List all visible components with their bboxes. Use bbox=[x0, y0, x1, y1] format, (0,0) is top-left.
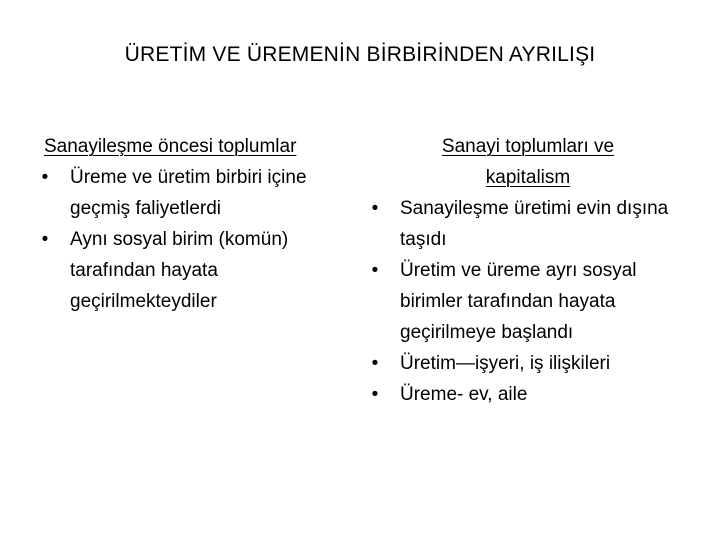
slide-title: ÜRETİM VE ÜREMENİN BİRBİRİNDEN AYRILIŞI bbox=[124, 43, 596, 66]
list-item-text: Üretim—işyeri, iş ilişkileri bbox=[400, 353, 611, 374]
bullet-icon: • bbox=[371, 384, 379, 405]
left-column-heading: Sanayileşme öncesi toplumlar bbox=[44, 136, 297, 157]
list-item-text: Üretim ve üreme ayrı sosyal birimler tarafından hayata geçirilmeye başlandı bbox=[400, 260, 637, 343]
list-item bbox=[26, 162, 356, 224]
right-column bbox=[362, 131, 682, 410]
bullet-icon: • bbox=[41, 167, 49, 188]
bullet-icon: • bbox=[371, 198, 379, 219]
bullet-icon: • bbox=[371, 353, 379, 374]
left-bullet-list bbox=[26, 162, 356, 317]
bullet-icon: • bbox=[371, 260, 379, 281]
list-item bbox=[26, 224, 356, 317]
list-item-text: Üreme- ev, aile bbox=[400, 384, 528, 405]
list-item bbox=[362, 379, 682, 410]
left-column bbox=[26, 131, 356, 317]
list-item bbox=[362, 348, 682, 379]
right-column-heading: Sanayi toplumları ve kapitalism bbox=[441, 136, 615, 188]
list-item-text: Aynı sosyal birim (komün) tarafından hayata geçirilmekteydiler bbox=[70, 229, 289, 312]
list-item-text: Sanayileşme üretimi evin dışına taşıdı bbox=[400, 198, 669, 250]
bullet-icon: • bbox=[41, 229, 49, 250]
list-item-text: Üreme ve üretim birbiri içine geçmiş faliyetlerdi bbox=[70, 167, 307, 219]
list-item bbox=[362, 193, 682, 255]
list-item bbox=[362, 255, 682, 348]
right-bullet-list bbox=[362, 193, 682, 410]
